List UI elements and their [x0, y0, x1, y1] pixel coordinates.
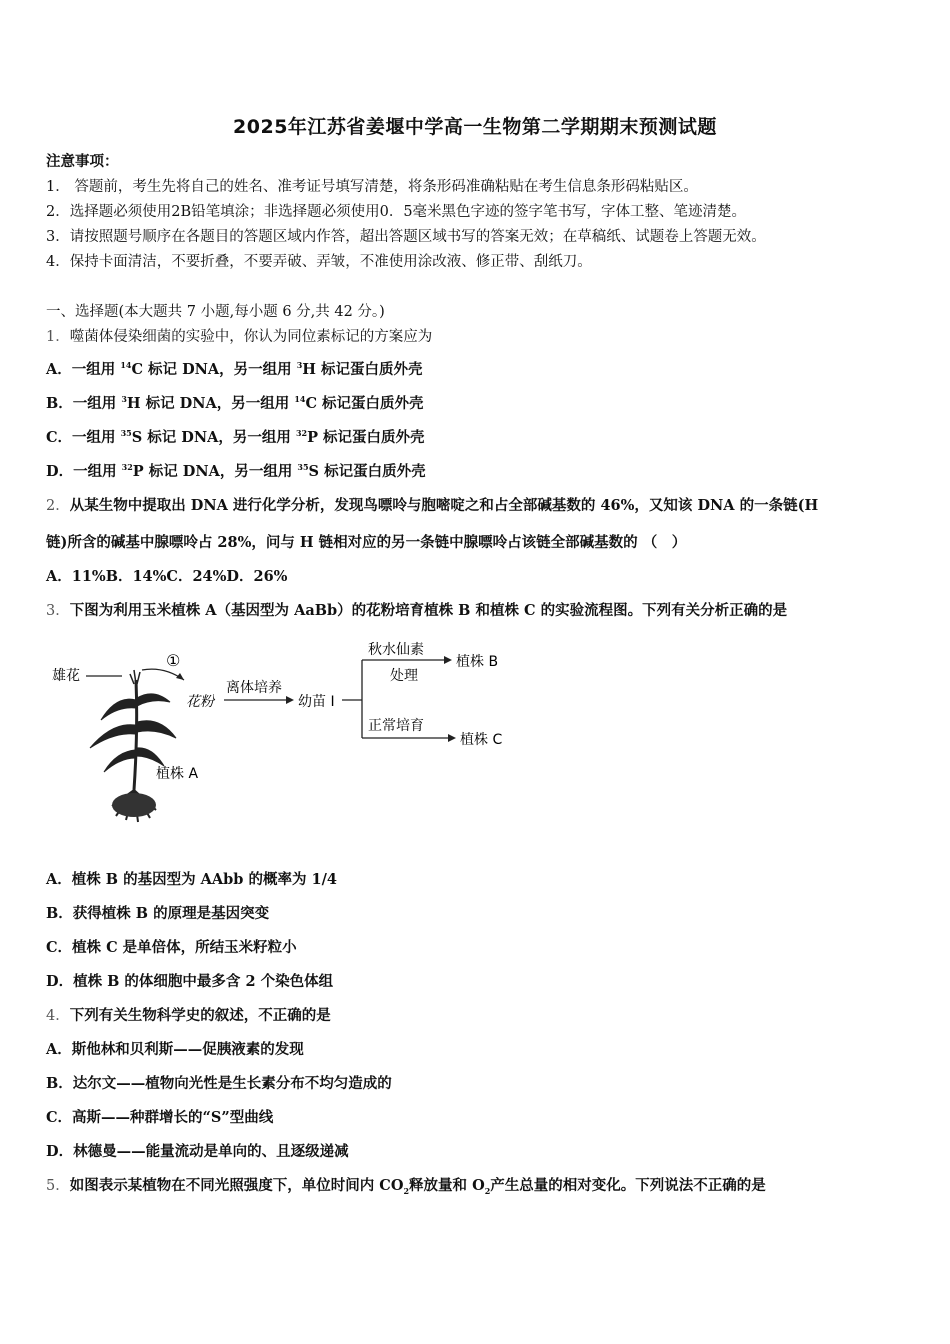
option-text: P 标记 DNA，另一组用: [132, 463, 298, 480]
option-text: H 标记蛋白质外壳: [302, 361, 423, 378]
question-number: 3．: [46, 603, 70, 619]
notice-item-1: 1． 答题前，考生先将自己的姓名、准考证号填写清楚，将条形码准确粘贴在考生信息条形码粘贴区。: [46, 179, 698, 195]
label-plant-c: 植株 C: [460, 732, 503, 748]
question-text: 噬菌体侵染细菌的实验中，你认为同位素标记的方案应为: [69, 329, 433, 345]
option-text: D．一组用: [46, 463, 122, 480]
superscript: 32: [121, 462, 133, 473]
question-text: 下图为利用玉米植株 A（基因型为 AaBb）的花粉培育植株 B 和植株 C 的实验流程图。下列有关分析正确的是: [69, 602, 788, 619]
question-3-option-d: D．植株 B 的体细胞中最多含 2 个染色体组: [46, 973, 334, 990]
notice-item-4: 4．保持卡面清洁，不要折叠，不要弄破、弄皱，不准使用涂改液、修正带、刮纸刀。: [46, 254, 592, 270]
corn-plant-drawing: [90, 670, 176, 822]
option-text: H 标记 DNA，另一组用: [126, 395, 295, 412]
notice-item-3: 3．请按照题号顺序在各题目的答题区域内作答，超出答题区域书写的答案无效；在草稿纸、试题卷上答题无效。: [46, 229, 766, 245]
superscript: 3: [296, 360, 303, 371]
question-text: 产生总量的相对变化。下列说法不正确的是: [490, 1177, 766, 1194]
superscript: 3: [121, 394, 127, 405]
question-2-options: A．11%B．14%C．24%D．26%: [46, 568, 288, 585]
superscript: 35: [297, 462, 309, 473]
question-1-option-a: [46, 360, 423, 380]
question-4-option-d: D．林德曼——能量流动是单向的、且逐级递减: [46, 1143, 349, 1160]
question-4-stem: [46, 1006, 331, 1026]
question-4-option-a: A．斯他林和贝利斯——促胰液素的发现: [46, 1041, 304, 1058]
option-text: C 标记蛋白质外壳: [305, 395, 424, 412]
label-colchicine: 秋水仙素: [368, 642, 424, 658]
subscript: 2: [403, 1185, 410, 1196]
superscript: 14: [294, 394, 306, 405]
experiment-flow-diagram: [46, 640, 516, 835]
option-text: S 标记 DNA，另一组用: [131, 429, 296, 446]
question-4-option-b: B．达尔文——植物向光性是生长素分布不均匀造成的: [46, 1075, 392, 1092]
option-text: P 标记蛋白质外壳: [307, 429, 425, 446]
question-1-option-b: [46, 394, 424, 414]
question-3-option-a: A．植株 B 的基因型为 AAbb 的概率为 1/4: [46, 871, 337, 888]
question-5-stem: [46, 1176, 766, 1196]
label-in-vitro-culture: 离体培养: [226, 680, 282, 696]
label-pollen: 花粉: [186, 694, 214, 710]
question-text: 从某生物中提取出 DNA 进行化学分析，发现鸟嘌呤与胞嘧啶之和占全部碱基数的 46%，又知该 DNA 的一条链(H: [69, 497, 819, 514]
question-1-option-c: [46, 428, 425, 448]
question-3-option-b: B．获得植株 B 的原理是基因突变: [46, 905, 270, 922]
question-3-option-c: C．植株 C 是单倍体，所结玉米籽粒小: [46, 939, 297, 956]
question-text: 如图表示某植物在不同光照强度下，单位时间内 CO: [69, 1177, 404, 1194]
question-1-option-d: [46, 462, 426, 482]
label-normal-growth: 正常培育: [368, 718, 424, 734]
label-male-flower: 雄花: [52, 668, 80, 684]
subscript: 2: [484, 1185, 491, 1196]
page-title: 2025年江苏省姜堰中学高一生物第二学期期末预测试题: [233, 116, 717, 138]
label-seedling: 幼苗 I: [298, 694, 335, 710]
question-number: 2．: [46, 498, 70, 514]
superscript: 14: [120, 360, 132, 371]
option-text: B．一组用: [46, 395, 122, 412]
label-plant-b: 植株 B: [456, 654, 499, 670]
question-2-stem-line-1: [46, 496, 818, 516]
label-treatment: 处理: [390, 668, 418, 684]
arrow-head: [444, 656, 452, 664]
question-text: 释放量和 O: [409, 1177, 485, 1194]
question-3-stem: [46, 601, 787, 621]
notice-item-2: 2．选择题必须使用2B铅笔填涂；非选择题必须使用0．5毫米黑色字迹的签字笔书写，字体工整、笔迹清楚。: [46, 204, 747, 220]
notice-heading: 注意事项：: [46, 153, 119, 170]
label-plant-a: 植株 A: [156, 766, 199, 782]
label-step-one: ①: [166, 651, 181, 670]
option-text: A．一组用: [46, 361, 121, 378]
question-number: 5．: [46, 1178, 70, 1194]
question-2-stem-line-2: 链)所含的碱基中腺嘌呤占 28%，问与 H 链相对应的另一条链中腺嘌呤占该链全部碱基数的 （ ）: [46, 534, 687, 551]
question-number: 1．: [46, 329, 70, 345]
question-number: 4．: [46, 1008, 70, 1024]
question-text: 下列有关生物科学史的叙述，不正确的是: [69, 1007, 331, 1024]
question-4-option-c: C．高斯——种群增长的“S”型曲线: [46, 1109, 274, 1126]
option-text: C．一组用: [46, 429, 121, 446]
section-heading: 一、选择题(本大题共 7 小题,每小题 6 分,共 42 分。): [46, 304, 385, 320]
question-1-stem: [46, 327, 432, 347]
superscript: 32: [295, 428, 308, 439]
option-text: C 标记 DNA，另一组用: [131, 361, 297, 378]
arrow-head: [286, 696, 294, 704]
option-text: S 标记蛋白质外壳: [308, 463, 426, 480]
arrow-head: [448, 734, 456, 742]
superscript: 35: [120, 428, 132, 439]
